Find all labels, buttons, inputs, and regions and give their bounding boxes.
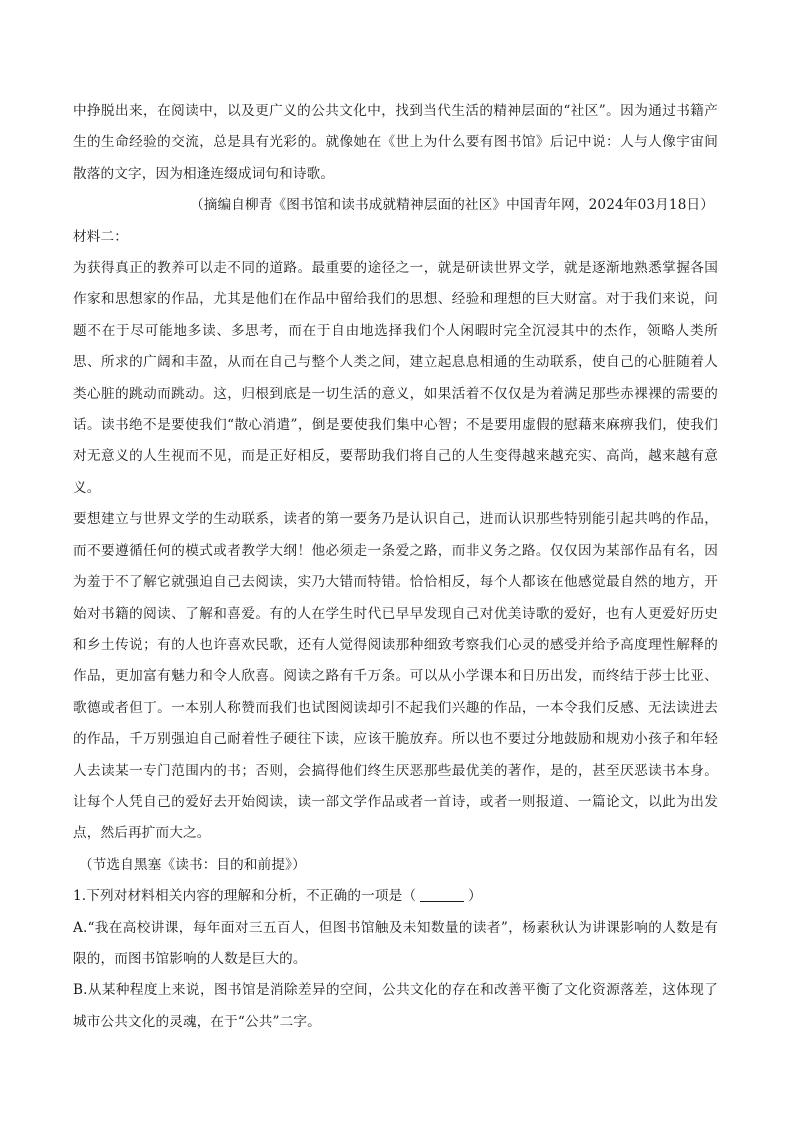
material2-paragraph-2: 要想建立与世界文学的生动联系，读者的第一要务乃是认识自己，进而认识那些特别能引起共鸣的作品，而不要遵循任何的模式或者教学大纲！他必须走一条爱之路，而非义务之路。仅仅因为某部作品有名，因为羞于不了解它就强迫自己去阅读，实乃大错而特错。恰恰相反，每个人都该在他感觉最自然的地方，开始对书籍的阅读、了解和喜爱。有的人在学生时代已早早发现自己对优美诗歌的爱好，也有人更爱好历史和乡土传说；有的人也许喜欢民歌，还有人觉得阅读那种细致考察我们心灵的感受并给予高度理性解释的作品，更加富有魅力和令人欣喜。阅读之路有千万条。可以从小学课本和日历出发，而终结于莎士比亚、歌德或者但丁。一本别人称赞而我们也试图阅读却引不起我们兴趣的作品，一本令我们反感、无法读进去的作品，千万别强迫自己耐着性子硬往下读，应该干脆放弃。所以也不要过分地鼓励和规劝小孩子和年轻人去读某一专门范围内的书；否则，会搞得他们终生厌恶那些最优美的著作，是的，甚至厌恶读书本身。让每个人凭自己的爱好去开始阅读，读一部文学作品或者一首诗，或者一则报道、一篇论文，以此为出发点，然后再扩而大之。 [73, 511, 718, 842]
option-a: A.“我在高校讲课，每年面对三五百人，但图书馆触及未知数量的读者”，杨素秋认为讲课影响的人数是有限的，而图书馆影响的人数是巨大的。 [73, 919, 718, 967]
question-stem-close: ） [468, 888, 482, 905]
material2-source: （节选自黑塞《读书：目的和前提》） [79, 856, 306, 873]
answer-blank[interactable] [420, 887, 464, 902]
option-b: B.从某种程度上来说，图书馆是消除差异的空间，公共文化的存在和改善平衡了文化资源落差，这体现了城市公共文化的灵魂，在于“公共”二字。 [73, 982, 718, 1030]
question-stem-text: 1.下列对材料相关内容的理解和分析，不正确的一项是（ [73, 888, 417, 905]
material1-source: （摘编自柳青《图书馆和读书成就精神层面的社区》中国青年网，2024年03月18日） [190, 197, 714, 214]
document-body [73, 96, 718, 1038]
material2-paragraph-1: 为获得真正的教养可以走不同的道路。最重要的途径之一，就是研读世界文学，就是逐渐地熟悉掌握各国作家和思想家的作品，尤其是他们在作品中留给我们的思想、经验和理想的巨大财富。对于我们来说，问题不在于尽可能地多读、多思考，而在于自由地选择我们个人闲暇时完全沉浸其中的杰作，领略人类所思、所求的广阔和丰盈，从而在自己与整个人类之间，建立起息息相通的生动联系，使自己的心脏随着人类心脏的跳动而跳动。这，归根到底是一切生活的意义，如果活着不仅仅是为着满足那些赤裸裸的需要的话。读书绝不是要使我们“散心消遣”，倒是要使我们集中心智；不是要用虚假的慰藉来麻痹我们，使我们对无意义的人生视而不见，而是正好相反，要帮助我们将自己的人生变得越来越充实、高尚，越来越有意义。 [73, 260, 718, 496]
material2-heading: 材料二： [73, 228, 128, 245]
material1-paragraph-tail: 中挣脱出来，在阅读中，以及更广义的公共文化中，找到当代生活的精神层面的“社区”。因为通过书籍产生的生命经验的交流，总是具有光彩的。就像她在《世上为什么要有图书馆》后记中说：人与人像宇宙间散落的文字，因为相逢连缀成词句和诗歌。 [73, 103, 718, 182]
question-stem [73, 881, 718, 912]
